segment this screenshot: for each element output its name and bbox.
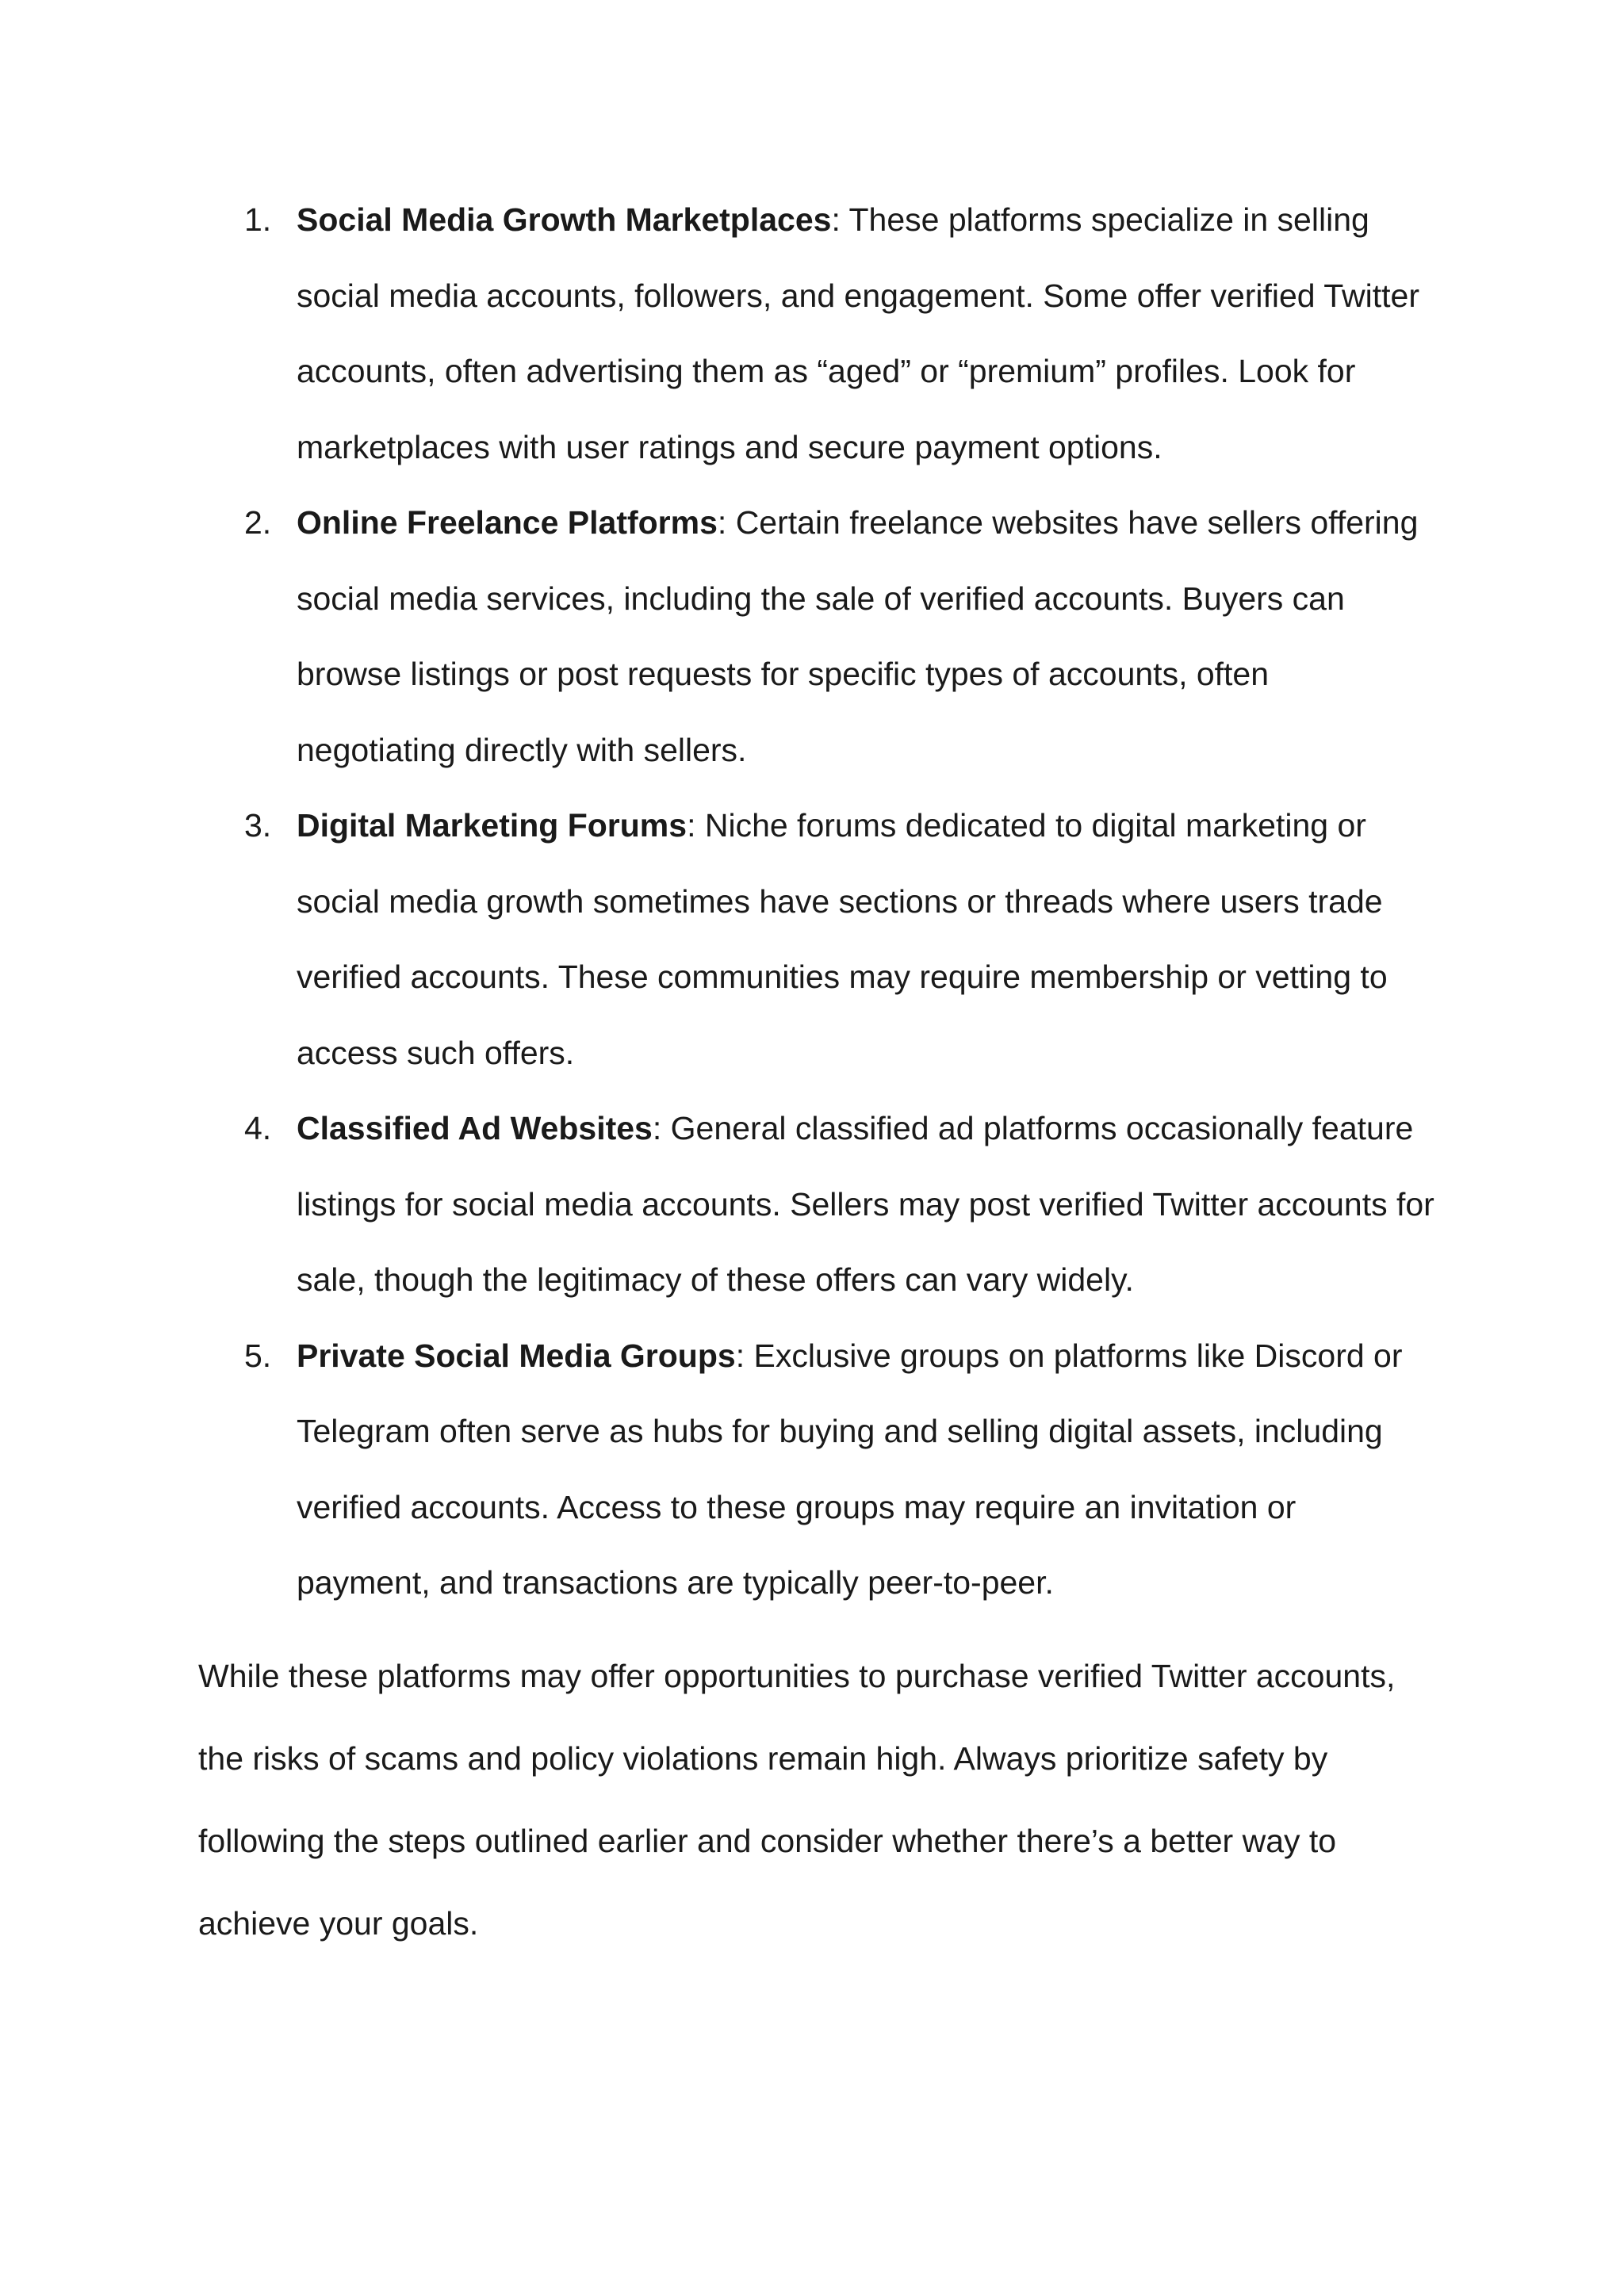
list-item-number: 1. (244, 201, 272, 238)
list-item (198, 485, 1435, 788)
list-item (198, 182, 1435, 485)
list-item (198, 1091, 1435, 1318)
platform-list (198, 182, 1435, 1621)
list-item-number: 2. (244, 504, 272, 541)
list-item-body: : These platforms specialize in selling social media accounts, followers, and engagement. Some offer verified Twitter accounts, often advertising them as “aged” or “premium” profiles. Look for marketplaces with user ratings and secure payment options. (297, 201, 1420, 465)
list-item (198, 788, 1435, 1091)
list-item-title: Digital Marketing Forums (297, 807, 688, 844)
list-item-body: : Certain freelance websites have sellers offering social media services, including the sale of verified accounts. Buyers can browse listings or post requests for specific types of accounts, often negotiating directly with sellers. (297, 504, 1419, 768)
list-item-title: Online Freelance Platforms (297, 504, 718, 541)
list-item-title: Private Social Media Groups (297, 1337, 736, 1374)
list-item-body: : Niche forums dedicated to digital marketing or social media growth sometimes have sections or threads where users trade verified accounts. These communities may require membership or vetting to access such offers. (297, 807, 1388, 1071)
list-item (198, 1318, 1435, 1621)
list-item-number: 5. (244, 1337, 272, 1374)
list-item-title: Social Media Growth Marketplaces (297, 201, 832, 238)
closing-paragraph: While these platforms may offer opportunities to purchase verified Twitter accounts, the risks of scams and policy violations remain high. Always prioritize safety by following the steps outlined earlier and consider whether there’s a better way to achieve your goals. (198, 1657, 1396, 1942)
list-item-body: : General classified ad platforms occasionally feature listings for social media accounts. Sellers may post verified Twitter accounts for sale, though the legitimacy of these offers can vary widely. (297, 1110, 1434, 1298)
list-item-title: Classified Ad Websites (297, 1110, 653, 1146)
list-item-body: : Exclusive groups on platforms like Discord or Telegram often serve as hubs for buying and selling digital assets, including verified accounts. Access to these groups may require an invitation or payment, and transactions are typically peer-to-peer. (297, 1337, 1403, 1601)
list-item-number: 4. (244, 1110, 272, 1146)
document-body (198, 182, 1435, 1965)
list-item-number: 3. (244, 807, 272, 844)
